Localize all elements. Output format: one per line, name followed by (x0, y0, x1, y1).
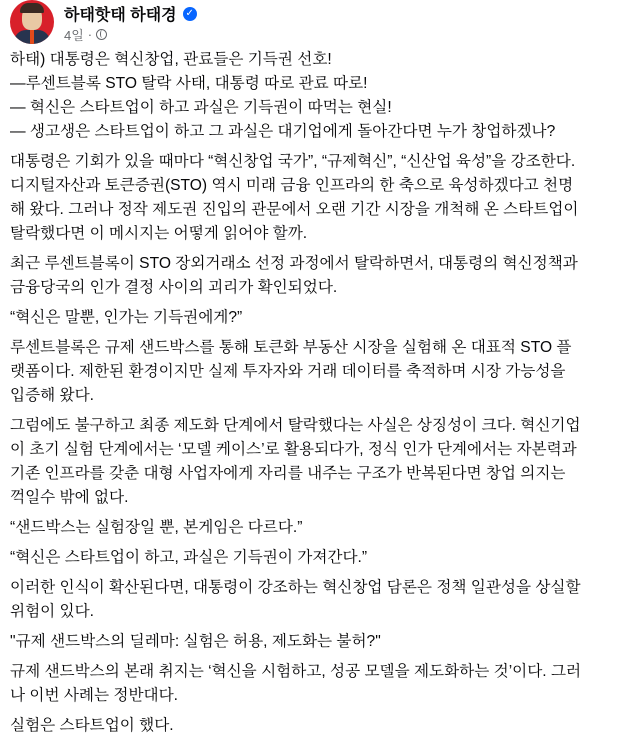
avatar-hair (20, 3, 44, 13)
post-body (0, 48, 640, 738)
post-paragraph: “샌드박스는 실험장일 뿐, 본게임은 다르다.” (10, 519, 303, 536)
post-paragraph: 대통령은 기회가 있을 때마다 “혁신창업 국가”, “규제혁신”, “신산업 육성”을 강조한다. 디지털자산과 토큰증권(STO) 역시 미래 금융 인프라의 한 축으로 육성하겠다고 천명 해 왔다. 그러나 정작 제도권 진입의 관문에서 오랜 기간 시장을 개척해 온 스타트업이 탈락했다면 이 메시지는 어떻게 읽어야 할까. (10, 153, 579, 242)
author-name-row (64, 2, 197, 25)
post-header (0, 0, 640, 48)
post-time[interactable]: 4일 (64, 28, 84, 43)
meta-separator: · (87, 27, 93, 42)
post-paragraph: 이러한 인식이 확산된다면, 대통령이 강조하는 혁신창업 담론은 정책 일관성을 상실할 위험이 있다. (10, 579, 581, 620)
globe-icon[interactable] (96, 29, 107, 40)
post-paragraph: 하태) 대통령은 혁신창업, 관료들은 기득권 선호! —루센트블록 STO 탈락 사태, 대통령 따로 관료 따로! — 혁신은 스타트업이 하고 과실은 기득권이 따먹는 현실! — 생고생은 스타트업이 하고 그 과실은 대기업에게 돌아간다면 누가 창업하겠나? (10, 51, 556, 140)
post-paragraph: 최근 루센트블록이 STO 장외거래소 선정 과정에서 탈락하면서, 대통령의 혁신정책과 금융당국의 인가 결정 사이의 괴리가 확인되었다. (10, 255, 578, 296)
post-paragraph: 실험은 스타트업이 했다. (10, 717, 174, 734)
post-paragraph: 그럼에도 불구하고 최종 제도화 단계에서 탈락했다는 사실은 상징성이 크다. 혁신기업 이 초기 실험 단계에서는 ‘모델 케이스’로 활용되다가, 정식 인가 단계에서는 자본력과 기존 인프라를 갖춘 대형 사업자에게 자리를 내주는 구조가 반복된다면 창업 의지는 꺽일수 밖에 없다. (10, 417, 581, 506)
post-paragraph: 루센트블록은 규제 샌드박스를 통해 토큰화 부동산 시장을 실험해 온 대표적 STO 플 랫폼이다. 제한된 환경이지만 실제 투자자와 거래 데이터를 축적하며 시장 가능성을 입증해 왔다. (10, 339, 572, 404)
verified-badge-icon: ✓ (183, 7, 197, 21)
author-name[interactable]: 하태핫태 하태경 (64, 7, 177, 24)
post-paragraph: 규제 샌드박스의 본래 취지는 ‘혁신을 시험하고, 성공 모델을 제도화하는 것’이다. 그러 나 이번 사례는 정반대다. (10, 663, 582, 704)
post-paragraph: "규제 샌드박스의 딜레마: 실험은 허용, 제도화는 불허?" (10, 633, 381, 650)
post-paragraph: “혁신은 스타트업이 하고, 과실은 기득권이 가져간다.” (10, 549, 368, 566)
avatar-tie (30, 30, 34, 44)
author-avatar[interactable] (10, 0, 54, 44)
post-paragraph: “혁신은 말뿐, 인가는 기득권에게?” (10, 309, 243, 326)
post-meta (64, 25, 107, 44)
